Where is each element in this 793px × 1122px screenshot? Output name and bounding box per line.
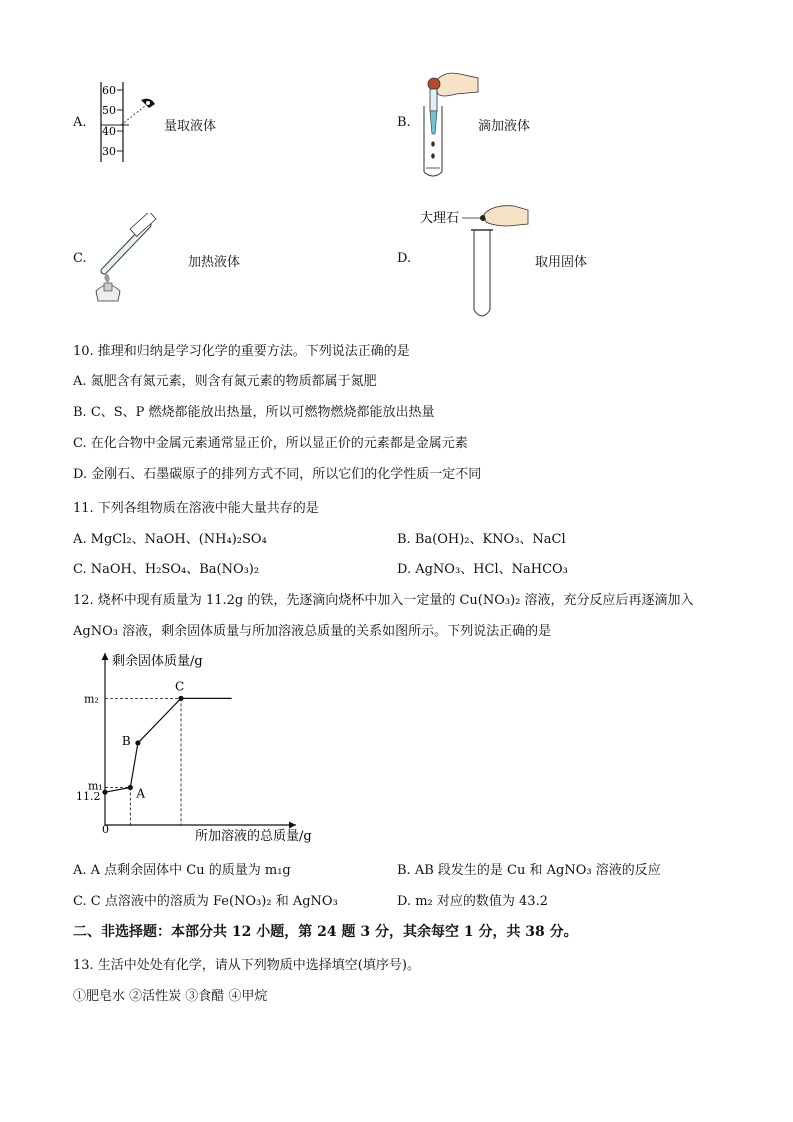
point-label-b: B	[121, 733, 131, 748]
q12-stem-line1: 12. 烧杯中现有质量为 11.2g 的铁，先逐滴向烧杯中加入一定量的 Cu(NO₃)₂ 溶液，充分反应后再逐滴加入	[73, 593, 694, 608]
origin-label: 0	[102, 823, 109, 836]
q12-stem-line2: AgNO₃ 溶液，剩余固体质量与所加溶液总质量的关系如图所示。下列说法正确的是	[73, 624, 552, 639]
point-label-c: C	[175, 679, 185, 694]
q10-option-d: D. 金刚石、石墨碳原子的排列方式不同，所以它们的化学性质一定不同	[73, 467, 482, 482]
option-d-label: 取用固体	[535, 255, 588, 270]
cylinder-mark-40: 40	[102, 125, 116, 138]
q12-option-c: C. C 点溶液中的溶质为 Fe(NO₃)₂ 和 AgNO₃	[73, 894, 338, 909]
option-a-letter: A.	[73, 115, 87, 130]
q13-choices: ①肥皂水 ②活性炭 ③食醋 ④甲烷	[73, 989, 268, 1004]
marble-test-tube-illustration	[418, 200, 530, 322]
section-two-heading: 二、非选择题：本部分共 12 小题，第 24 题 3 分，其余每空 1 分，共 38 分。	[73, 924, 578, 940]
x-axis-label: 所加溶液的总质量/g	[195, 829, 312, 844]
heating-liquid-illustration	[90, 213, 168, 305]
q10-option-b: B. C、S、P 燃烧都能放出热量，所以可燃物燃烧都能放出热量	[73, 405, 435, 420]
y-tick-11-2: 11.2	[76, 790, 101, 804]
dropper-test-tube-illustration	[412, 68, 482, 180]
q10-stem: 10. 推理和归纳是学习化学的重要方法。下列说法正确的是	[73, 344, 410, 359]
option-d-letter: D.	[397, 251, 412, 266]
point-label-a: A	[136, 786, 146, 801]
q13-stem: 13. 生活中处处有化学，请从下列物质中选择填空(填序号)。	[73, 958, 420, 973]
point-a	[128, 785, 133, 790]
graduated-cylinder-illustration	[95, 78, 165, 166]
point-b	[135, 740, 140, 745]
y-tick-m1: m₁	[88, 779, 103, 793]
y-tick-m2: m₂	[84, 692, 99, 706]
q10-option-a: A. 氮肥含有氮元素，则含有氮元素的物质都属于氮肥	[73, 374, 377, 389]
point-c	[178, 696, 183, 701]
q12-option-b: B. AB 段发生的是 Cu 和 AgNO₃ 溶液的反应	[397, 863, 661, 878]
mass-vs-solution-chart	[60, 645, 350, 850]
q11-option-a: A. MgCl₂、NaOH、(NH₄)₂SO₄	[73, 532, 267, 547]
q12-option-d: D. m₂ 对应的数值为 43.2	[397, 894, 548, 909]
cylinder-mark-50: 50	[102, 104, 116, 117]
marble-label: 大理石	[420, 211, 460, 226]
q11-option-d: D. AgNO₃、HCl、NaHCO₃	[397, 562, 568, 577]
y-axis-label: 剩余固体质量/g	[112, 654, 203, 669]
q12-option-a: A. A 点剩余固体中 Cu 的质量为 m₁g	[73, 863, 291, 878]
q11-stem: 11. 下列各组物质在溶液中能大量共存的是	[73, 501, 319, 516]
cylinder-mark-60: 60	[102, 84, 116, 97]
point-start	[102, 790, 107, 795]
q10-option-c: C. 在化合物中金属元素通常显正价，所以显正价的元素都是金属元素	[73, 436, 468, 451]
cylinder-mark-30: 30	[102, 145, 116, 158]
option-c-letter: C.	[73, 251, 87, 266]
option-a-label: 量取液体	[164, 119, 217, 134]
q11-option-b: B. Ba(OH)₂、KNO₃、NaCl	[397, 532, 566, 547]
q11-option-c: C. NaOH、H₂SO₄、Ba(NO₃)₂	[73, 562, 260, 577]
option-c-label: 加热液体	[188, 255, 241, 270]
option-b-label: 滴加液体	[478, 119, 531, 134]
option-b-letter: B.	[397, 115, 411, 130]
